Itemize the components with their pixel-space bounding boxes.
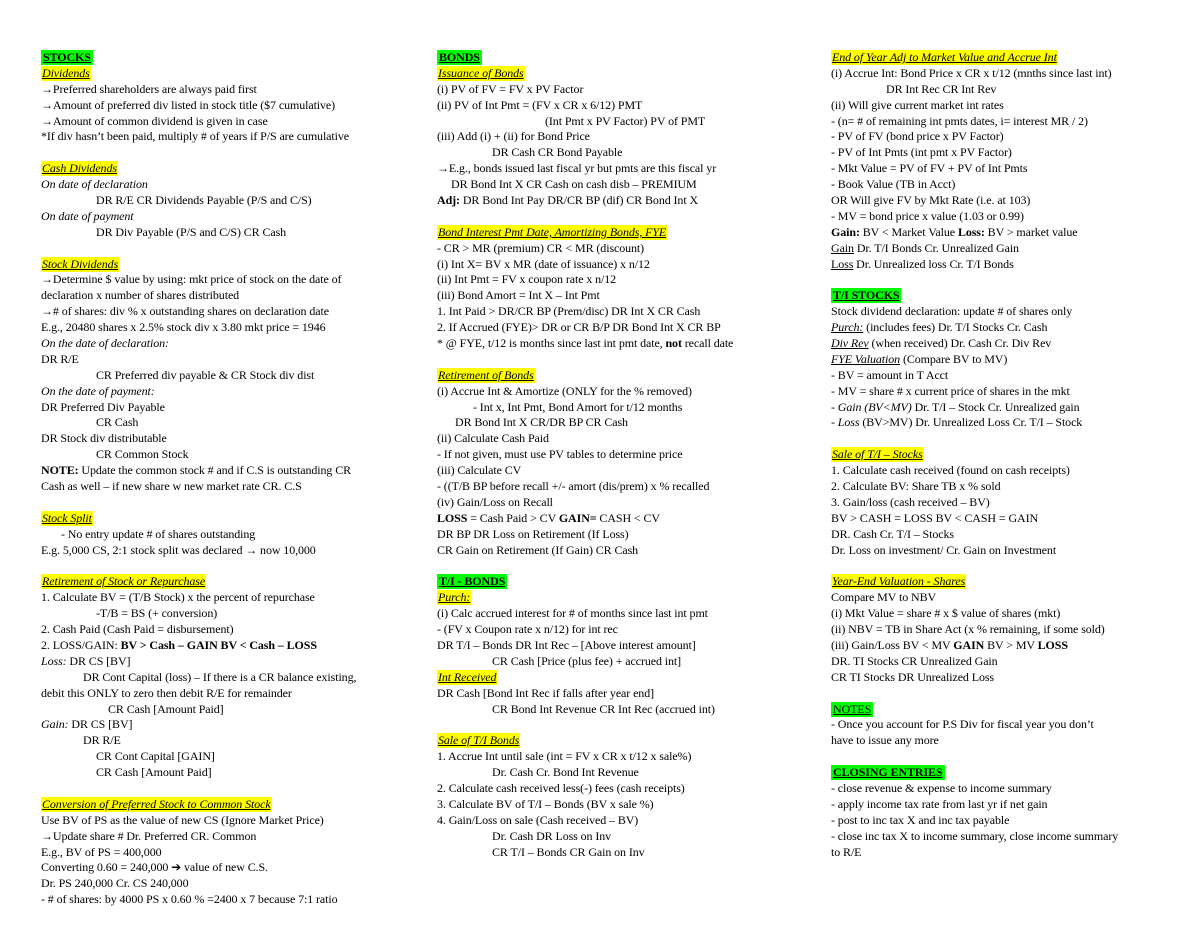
spacer [41,781,413,797]
spacer [41,495,413,511]
text-line: →Update share # Dr. Preferred CR. Common [41,828,257,843]
text-line: →Determine $ value by using: mkt price of stock on the date of [41,272,342,287]
text-line: Loss: DR CS [BV] [41,653,131,668]
text-line: 2. If Accrued (FYE)> DR or CR B/P DR Bond Int X CR BP [437,320,721,335]
text-line: - PV of Int Pmts (int pmt x PV Factor) [831,145,1012,160]
text-line: - MV = share # x current price of shares in the mkt [831,383,1070,398]
text-line: - If not given, must use PV tables to determine price [437,447,683,462]
text-line: DR. Cash Cr. T/I – Stocks [831,526,954,541]
text-line: FYE Valuation (Compare BV to MV) [831,351,1008,366]
text-line: CR Common Stock [96,447,189,462]
text-line: 3. Calculate BV of T/I – Bonds (BV x sale %) [437,796,654,811]
text-line: - PV of FV (bond price x PV Factor) [831,129,1004,144]
note-subheading: On the date of payment: [41,383,155,398]
main-heading: STOCKS [43,50,91,64]
text-line: CR TI Stocks DR Unrealized Loss [831,669,994,684]
spacer [41,559,413,575]
text-line: - (FV x Coupon rate x n/12) for int rec [437,622,618,637]
text-line: 3. Gain/loss (cash received – BV) [831,494,990,509]
text-line: - Loss (BV>MV) Dr. Unrealized Loss Cr. T/I – Stock [831,415,1083,430]
text-line: (iii) Bond Amort = Int X – Int Pmt [437,288,600,303]
text-line: *If div hasn’t been paid, multiply # of years if P/S are cumulative [41,129,350,144]
text-line: -T/B = BS (+ conversion) [96,606,218,621]
text-line: OR Will give FV by Mkt Rate (i.e. at 103) [831,193,1031,208]
text-line: CR Bond Int Revenue CR Int Rec (accrued int) [492,701,715,716]
spacer [41,145,413,161]
text-line: DR Bond Int X CR Cash on cash disb – PREMIUM [451,177,697,192]
section-heading: Cash Dividends [42,161,117,176]
column-valuation [831,50,1171,860]
text-line: E.g., BV of PS = 400,000 [41,844,162,859]
main-heading: BONDS [439,50,480,64]
text-line: declaration x number of shares distributed [41,288,240,303]
text-line: have to issue any more [831,733,939,748]
text-line: CR Cash [Amount Paid] [96,765,212,780]
note-subheading: On the date of declaration: [41,336,169,351]
text-line: DR Bond Int X CR/DR BP CR Cash [455,415,628,430]
text-line: (ii) NBV = TB in Share Act (x % remaining, if some sold) [831,622,1105,637]
text-line: Dr. Loss on investment/ Cr. Gain on Investment [831,542,1057,557]
section-heading: Conversion of Preferred Stock to Common Stock [42,796,271,811]
text-line: DR T/I – Bonds DR Int Rec – [Above interest amount] [437,637,696,652]
text-line: (ii) Calculate Cash Paid [437,431,549,446]
text-line: DR Stock div distributable [41,431,167,446]
text-line: - CR > MR (premium) CR < MR (discount) [437,240,645,255]
spacer [437,717,809,733]
text-line: Gain Dr. T/I Bonds Cr. Unrealized Gain [831,240,1019,255]
text-line: - close revenue & expense to income summary [831,780,1052,795]
text-line: Purch: (includes fees) Dr. T/I Stocks Cr. Cash [831,320,1048,335]
text-line: Stock dividend declaration: update # of shares only [831,304,1073,319]
text-line: BV > CASH = LOSS BV < CASH = GAIN [831,510,1039,525]
text-line: DR Cont Capital (loss) – If there is a CR balance existing, [83,669,357,684]
text-line: DR Div Payable (P/S and C/S) CR Cash [96,224,287,239]
text-line: CR Cash [Amount Paid] [108,701,224,716]
text-line: DR R/E CR Dividends Payable (P/S and C/S) [96,193,312,208]
text-line: →E.g., bonds issued last fiscal yr but pmts are this fiscal yr [437,161,717,176]
text-line: (ii) Int Pmt = FV x coupon rate x n/12 [437,272,617,287]
note-subheading: On date of declaration [41,177,148,192]
section-heading: Sale of T/I – Stocks [832,447,923,462]
text-line: 2. LOSS/GAIN: BV > Cash – GAIN BV < Cash – LOSS [41,637,317,652]
spacer [831,431,1171,447]
text-line: (ii) Will give current market int rates [831,97,1004,112]
main-heading: T/I - BONDS [439,574,506,589]
text-line: debit this ONLY to zero then debit R/E for remainder [41,685,292,700]
text-line: Converting 0.60 = 240,000 ➔ value of new C.S. [41,860,268,875]
section-heading: Stock Split [42,510,92,525]
section-heading: Bond Interest Pmt Date, Amortizing Bonds, FYE [438,224,667,239]
section-heading: Purch: [438,590,471,605]
text-line: (i) Accrue Int: Bond Price x CR x t/12 (mnths since last int) [831,65,1112,80]
text-line: - Once you account for P.S Div for fiscal year you don’t [831,717,1094,732]
text-line: (i) Mkt Value = share # x $ value of shares (mkt) [831,606,1061,621]
text-line: →Amount of preferred div listed in stock title ($7 cumulative) [41,97,336,112]
text-line: DR R/E [41,351,79,366]
text-line: CR Preferred div payable & CR Stock div dist [96,367,315,382]
text-line: →Preferred shareholders are always paid first [41,81,257,96]
text-line: * @ FYE, t/12 is months since last int pmt date, not recall date [437,336,734,351]
text-line: E.g. 5,000 CS, 2:1 stock split was declared → now 10,000 [41,542,316,557]
spacer [831,686,1171,702]
text-line: Gain: BV < Market Value Loss: BV > market value [831,224,1078,239]
text-line: CR Gain on Retirement (If Gain) CR Cash [437,542,639,557]
text-line: - BV = amount in T Acct [831,367,949,382]
text-line: Dr. Cash Cr. Bond Int Revenue [492,765,639,780]
text-line: CR Cont Capital [GAIN] [96,749,215,764]
text-line: (i) Calc accrued interest for # of months since last int pmt [437,606,708,621]
section-heading: Sale of T/I Bonds [438,733,520,748]
text-line: DR Cash [Bond Int Rec if falls after year end] [437,685,654,700]
spacer [831,272,1171,288]
text-line: - Mkt Value = PV of FV + PV of Int Pmts [831,161,1028,176]
spacer [41,241,413,257]
text-line: (i) Accrue Int & Amortize (ONLY for the % removed) [437,383,692,398]
section-heading: Stock Dividends [42,256,119,271]
text-line: 1. Calculate cash received (found on cash receipts) [831,463,1070,478]
text-line: - apply income tax rate from last yr if net gain [831,796,1048,811]
text-line: 2. Calculate BV: Share TB x % sold [831,479,1001,494]
text-line: Compare MV to NBV [831,590,937,605]
text-line: DR R/E [83,733,121,748]
text-line: - close inc tax X to income summary, close income summary [831,828,1119,843]
spacer [437,352,809,368]
text-line: Gain: DR CS [BV] [41,717,133,732]
text-line: (Int Pmt x PV Factor) PV of PMT [545,113,706,128]
text-line: 1. Int Paid > DR/CR BP (Prem/disc) DR Int X CR Cash [437,304,701,319]
text-line: Loss Dr. Unrealized loss Cr. T/I Bonds [831,256,1014,271]
text-line: - No entry update # of shares outstanding [61,526,256,541]
section-heading: End of Year Adj to Market Value and Accrue Int [832,50,1057,64]
spacer [831,559,1171,575]
text-line: E.g., 20480 shares x 2.5% stock div x 3.80 mkt price = 1946 [41,320,326,335]
text-line: DR Int Rec CR Int Rev [886,81,997,96]
section-heading: Retirement of Bonds [438,367,534,382]
text-line: Dr. PS 240,000 Cr. CS 240,000 [41,876,189,891]
section-heading: Int Received [438,669,497,684]
section-heading: Retirement of Stock or Repurchase [42,574,206,589]
main-heading: T/I STOCKS [833,288,900,303]
section-heading: Issuance of Bonds [438,65,524,80]
text-line: - post to inc tax X and inc tax payable [831,812,1010,827]
text-line: →# of shares: div % x outstanding shares on declaration date [41,304,329,319]
text-line: (iii) Calculate CV [437,463,522,478]
text-line: - Book Value (TB in Acct) [831,177,956,192]
text-line: Div Rev (when received) Dr. Cash Cr. Div Rev [831,336,1052,351]
column-stocks [41,50,413,908]
text-line: - ((T/B BP before recall +/- amort (dis/prem) x % recalled [437,479,710,494]
column-bonds [437,50,809,860]
text-line: (i) PV of FV = FV x PV Factor [437,81,584,96]
text-line: →Amount of common dividend is given in case [41,113,268,128]
spacer [831,749,1171,765]
text-line: CR Cash [96,415,139,430]
text-line: 2. Cash Paid (Cash Paid = disbursement) [41,622,234,637]
text-line: Dr. Cash DR Loss on Inv [492,828,612,843]
text-line: Adj: DR Bond Int Pay DR/CR BP (dif) CR Bond Int X [437,193,699,208]
text-line: Cash as well – if new share w new market rate CR. C.S [41,479,302,494]
spacer [437,209,809,225]
spacer [437,559,809,575]
text-line: (ii) PV of Int Pmt = (FV x CR x 6/12) PMT [437,97,643,112]
text-line: CR T/I – Bonds CR Gain on Inv [492,844,645,859]
text-line: CR Cash [Price (plus fee) + accrued int] [492,653,682,668]
text-line: - # of shares: by 4000 PS x 0.60 % =2400 x 7 because 7:1 ratio [41,892,338,907]
text-line: 4. Gain/Loss on sale (Cash received – BV) [437,812,639,827]
text-line: - (n= # of remaining int pmts dates, i= interest MR / 2) [831,113,1088,128]
text-line: DR Cash CR Bond Payable [492,145,623,160]
text-line: (iii) Add (i) + (ii) for Bond Price [437,129,590,144]
text-line: - Gain (BV<MV) Dr. T/I – Stock Cr. Unrealized gain [831,399,1080,414]
text-line: to R/E [831,844,862,859]
text-line: DR Preferred Div Payable [41,399,165,414]
text-line: 1. Accrue Int until sale (int = FV x CR x t/12 x sale%) [437,749,692,764]
text-line: - MV = bond price x value (1.03 or 0.99) [831,208,1024,223]
text-line: (iv) Gain/Loss on Recall [437,494,553,509]
text-line: (iii) Gain/Loss BV < MV GAIN BV > MV LOSS [831,637,1068,652]
section-heading: Dividends [42,65,90,80]
text-line: LOSS = Cash Paid > CV GAIN= CASH < CV [437,510,660,525]
text-line: Use BV of PS as the value of new CS (Ignore Market Price) [41,812,324,827]
text-line: (i) Int X= BV x MR (date of issuance) x n/12 [437,256,650,271]
text-line: 1. Calculate BV = (T/B Stock) x the percent of repurchase [41,590,315,605]
note-subheading: On date of payment [41,208,134,223]
text-line: 2. Calculate cash received less(-) fees (cash receipts) [437,780,685,795]
main-heading: NOTES [833,701,872,716]
main-heading: CLOSING ENTRIES [833,765,943,780]
section-heading: Year-End Valuation - Shares [832,574,966,589]
text-line: NOTE: Update the common stock # and if C.S is outstanding CR [41,463,351,478]
text-line: DR BP DR Loss on Retirement (If Loss) [437,526,629,541]
text-line: - Int x, Int Pmt, Bond Amort for t/12 months [473,399,683,414]
text-line: DR. TI Stocks CR Unrealized Gain [831,653,998,668]
